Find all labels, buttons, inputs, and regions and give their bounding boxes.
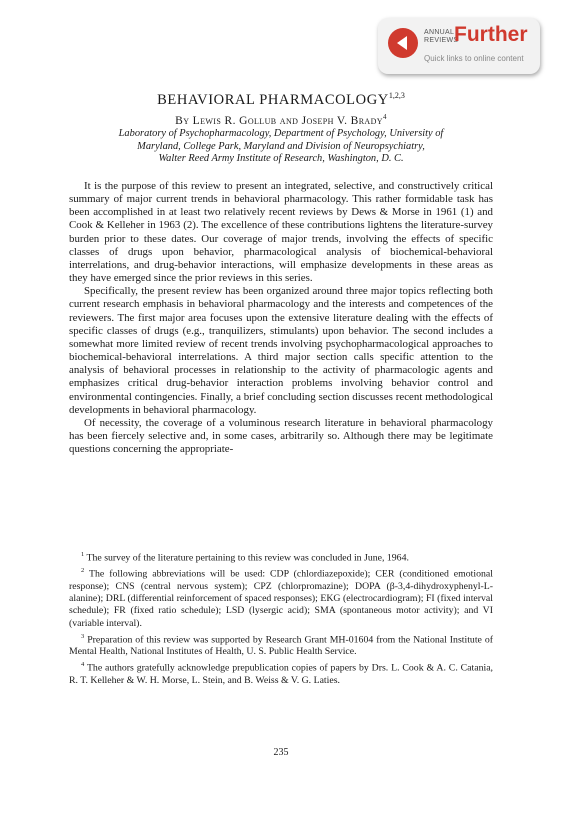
footnote-mark: 1 (81, 551, 85, 558)
footnote-text: Preparation of this review was supported by Research Grant MH-01604 from the National Institute of Mental Health, National Institutes of Health, U. S. Public Health Service. (69, 634, 493, 658)
authors-footnote-mark: 4 (382, 113, 387, 121)
title-footnote-marks: 1,2,3 (388, 91, 405, 100)
footnote (69, 549, 493, 564)
badge-reviews: REVIEWS (424, 37, 459, 44)
article-title (0, 91, 562, 109)
body-paragraph: Of necessity, the coverage of a voluminous research literature in behavioral pharmacology has been fiercely selective and, in some cases, arbitrarily so. Although there may be legitimate questions concerning the appropriate- (69, 416, 493, 456)
footnote (69, 631, 493, 659)
footnote-text: The authors gratefully acknowledge prepublication copies of papers by Drs. L. Cook & A. C. Catania, R. T. Kelleher & W. H. Morse, L. Stein, and B. Weiss & V. G. Laties. (69, 662, 493, 686)
article-body (69, 180, 493, 456)
article-authors (0, 113, 562, 127)
footnote-text: The survey of the literature pertaining to this review was concluded in June, 1964. (86, 552, 409, 564)
affiliation-line: Laboratory of Psychopharmacology, Department of Psychology, University of (118, 128, 444, 139)
badge-annual: ANNUAL (424, 29, 455, 36)
affiliation-line: Walter Reed Army Institute of Research, Washington, D. C. (158, 153, 404, 165)
footnote-text: The following abbreviations will be used: CDP (chlordiazepoxide); CER (conditioned emotional response); CNS (central nervous system); CPZ (chlorpromazine); DOPA (β-3,4-dihydroxyphenyl-L-alanine); DRL (differential reinforcement of spaced responses); EKG (electrocardiogram); FI (fixed interval schedule); FR (fixed ratio schedule); LSD (lysergic acid); SMA (spontaneous motor activity); and VI (variable interval). (69, 568, 493, 629)
play-arrow-icon (388, 28, 418, 58)
footnotes (69, 549, 493, 688)
affiliation-line: Maryland, College Park, Maryland and Division of Neuropsychiatry, (137, 140, 425, 152)
badge-further: Further (454, 23, 528, 46)
footnote-mark: 2 (81, 567, 85, 575)
body-paragraph: Specifically, the present review has been organized around three major topics reflecting both current research emphasis in behavioral pharmacology and the interests and competences of the reviewers. The first major area focuses upon the extensive literature dealing with the effects of specific classes of drugs (e.g., tranquilizers, stimulants) upon behavior. The second includes a somewhat more limited review of recent trends involving psychopharmacological approaches to biochemical-behavioral interrelations. A third major section calls specific attention to the analysis of behavioral processes in relationship to the activity of pharmacologic agents and emphasizes critical drug-behavior interaction problems involving behavior control and environmental contingencies. Finally, a brief concluding section discusses recent methodological developments in behavioral pharmacology. (69, 285, 493, 416)
badge-subtitle: Quick links to online content (424, 54, 524, 63)
page-number: 235 (273, 747, 289, 758)
footnote-mark: 4 (81, 661, 85, 669)
footnote (69, 659, 493, 687)
title-text: BEHAVIORAL PHARMACOLOGY (157, 91, 389, 108)
footnote (69, 565, 493, 629)
footnote-mark: 3 (81, 632, 85, 640)
body-paragraph: It is the purpose of this review to present an integrated, selective, and constructively critical summary of major current trends in behavioral pharmacology. This rather formidable task has been accomplished in at least two relatively recent reviews by Dews & Morse in 1961 (1) and Cook & Kelleher in 1963 (2). The excellence of these contributions lightens the literature-survey burden prior to these dates. Our coverage of major trends, involving the effects of specific classes of drugs upon behavior, pharmacological analysis of biochemical-behavioral interrelations, and drug-behavior interactions, will emphasize developments in these areas as they have emerged since the prior reviews in this series. (69, 180, 493, 285)
authors-text: By Lewis R. Gollub and Joseph V. Brady (175, 114, 383, 127)
annual-reviews-further-badge[interactable] (378, 18, 540, 74)
author-affiliation (70, 128, 492, 166)
